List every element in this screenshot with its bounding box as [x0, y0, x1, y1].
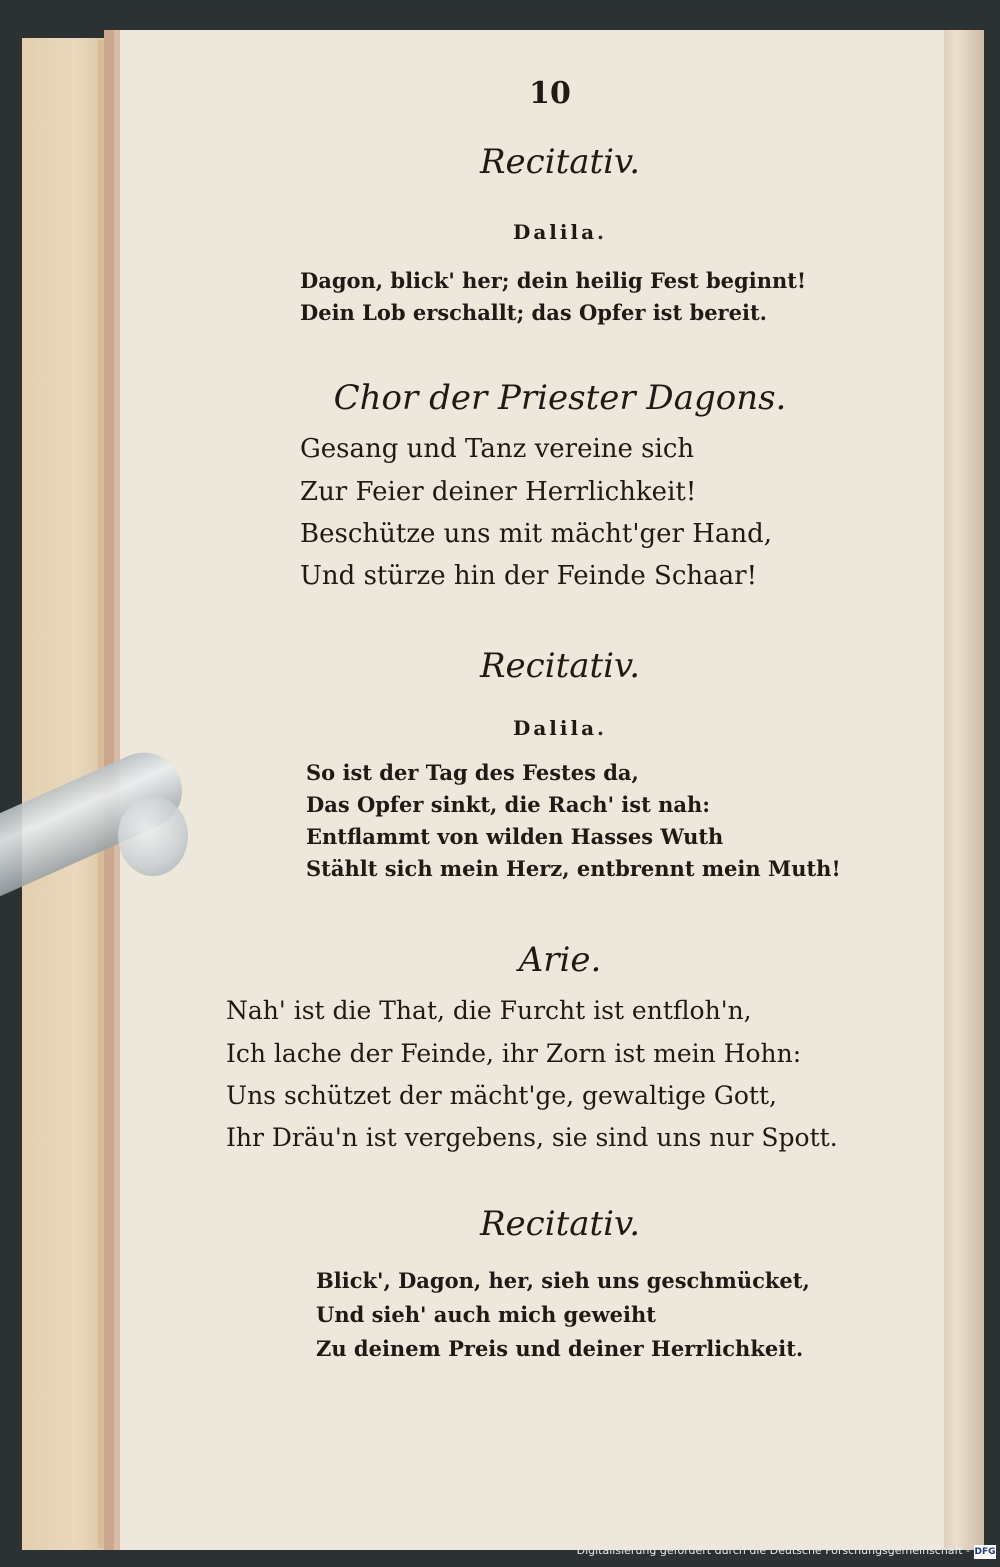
verse-line: Blick', Dagon, her, sieh uns geschmücket,	[316, 1268, 810, 1293]
verse-line: Nah' ist die That, die Furcht ist entfloh'n,	[226, 996, 752, 1025]
verse-line: Zur Feier deiner Herrlichkeit!	[300, 477, 697, 507]
verse-line: So ist der Tag des Festes da,	[306, 760, 639, 785]
verse-line: Beschütze uns mit mächt'ger Hand,	[300, 519, 773, 549]
verse-line: Stählt sich mein Herz, entbrennt mein Muth!	[306, 856, 841, 881]
verse-line: Dagon, blick' her; dein heilig Fest beginnt!	[300, 268, 807, 293]
section-heading-recitativ: Recitativ.	[479, 1204, 641, 1244]
section-heading-recitativ: Recitativ.	[479, 646, 641, 686]
speaker-dalila: Dalila.	[512, 716, 608, 740]
verse-line: Uns schützet der mächt'ge, gewaltige Gott,	[226, 1081, 777, 1110]
page-holder-tip	[118, 796, 188, 876]
verse-line: Ich lache der Feinde, ihr Zorn ist mein Hohn:	[226, 1039, 802, 1068]
verse-line: Gesang und Tanz vereine sich	[300, 434, 695, 464]
verse-line: Entflammt von wilden Hasses Wuth	[306, 824, 724, 849]
page-number: 10	[529, 76, 571, 111]
facing-page-edge	[938, 30, 984, 1550]
dfg-logo: DFG	[974, 1547, 996, 1557]
verse-line: Und sieh' auch mich geweiht	[316, 1302, 656, 1327]
digitization-credit: Digitalisierung gefördert durch die Deutsche Forschungsgemeinschaft -	[576, 1544, 970, 1557]
verse-line: Das Opfer sinkt, die Rach' ist nah:	[306, 792, 711, 817]
section-heading-chor: Chor der Priester Dagons.	[333, 378, 787, 418]
section-heading-recitativ: Recitativ.	[479, 142, 641, 182]
verse-line: Ihr Dräu'n ist vergebens, sie sind uns nur Spott.	[226, 1123, 838, 1152]
verse-line: Zu deinem Preis und deiner Herrlichkeit.	[316, 1336, 804, 1361]
verse-line: Dein Lob erschallt; das Opfer ist bereit.	[300, 300, 767, 325]
verse-line: Und stürze hin der Feinde Schaar!	[300, 561, 758, 591]
section-heading-arie: Arie.	[518, 940, 602, 980]
speaker-dalila: Dalila.	[512, 220, 608, 244]
